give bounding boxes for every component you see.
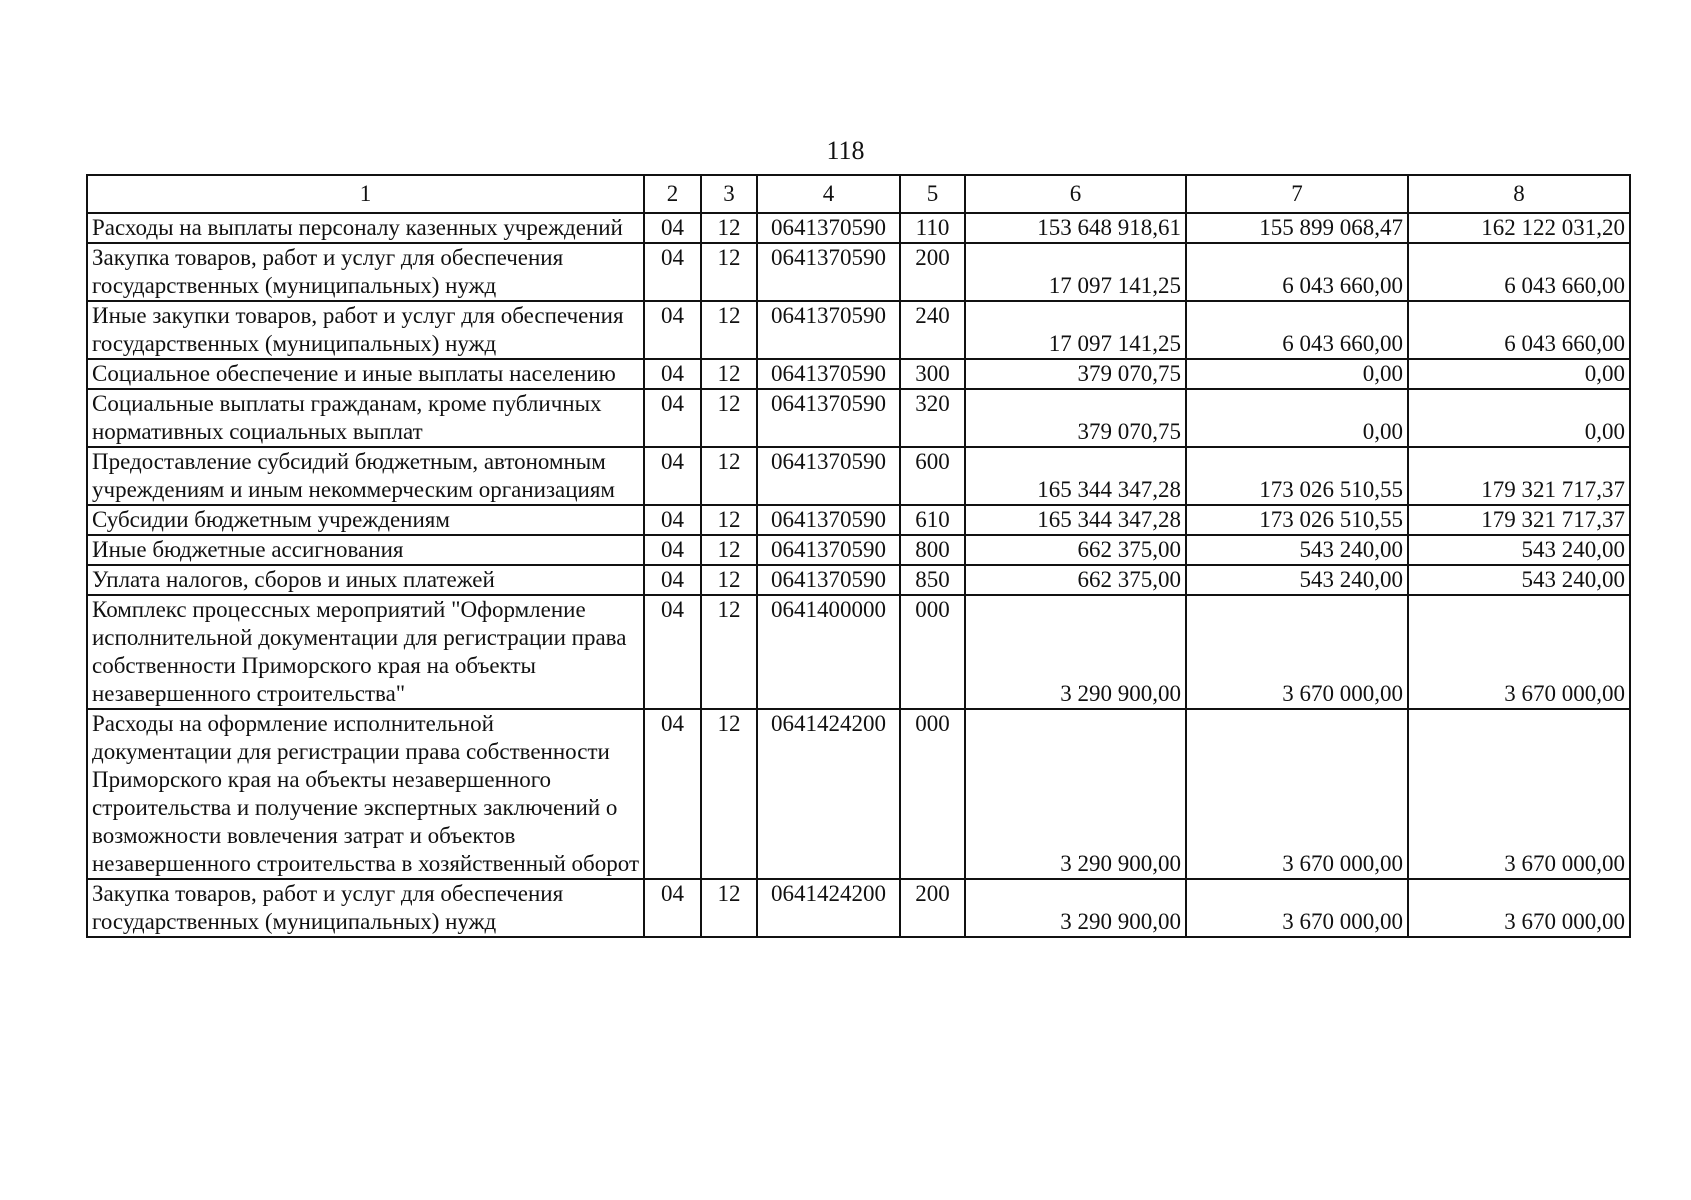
amount-col-8: 6 043 660,00 [1408, 243, 1630, 301]
row-name: Комплекс процессных мероприятий "Оформление исполнительной документации для регистрации права собственности Приморского края на объекты незавершенного строительства" [87, 595, 644, 709]
row-name: Расходы на выплаты персоналу казенных учреждений [87, 213, 644, 243]
section-code: 04 [644, 535, 701, 565]
amount-col-7: 173 026 510,55 [1186, 447, 1408, 505]
table-row [87, 879, 1630, 937]
amount-col-7: 0,00 [1186, 389, 1408, 447]
amount-col-6: 662 375,00 [965, 565, 1186, 595]
section-code: 04 [644, 213, 701, 243]
header-cell: 7 [1186, 175, 1408, 213]
target-article-code: 0641370590 [757, 301, 900, 359]
budget-table [86, 174, 1631, 938]
subsection-code: 12 [701, 565, 757, 595]
header-cell: 6 [965, 175, 1186, 213]
amount-col-7: 173 026 510,55 [1186, 505, 1408, 535]
amount-col-7: 0,00 [1186, 359, 1408, 389]
header-cell: 1 [87, 175, 644, 213]
amount-col-7: 6 043 660,00 [1186, 243, 1408, 301]
amount-col-8: 6 043 660,00 [1408, 301, 1630, 359]
amount-col-8: 162 122 031,20 [1408, 213, 1630, 243]
table-row [87, 389, 1630, 447]
amount-col-8: 0,00 [1408, 359, 1630, 389]
amount-col-8: 179 321 717,37 [1408, 505, 1630, 535]
row-name: Закупка товаров, работ и услуг для обеспечения государственных (муниципальных) нужд [87, 879, 644, 937]
expense-type-code: 240 [900, 301, 965, 359]
expense-type-code: 600 [900, 447, 965, 505]
expense-type-code: 200 [900, 879, 965, 937]
page-number: 118 [826, 136, 865, 165]
row-name: Закупка товаров, работ и услуг для обеспечения государственных (муниципальных) нужд [87, 243, 644, 301]
row-name: Социальные выплаты гражданам, кроме публичных нормативных социальных выплат [87, 389, 644, 447]
table-row [87, 213, 1630, 243]
table-row [87, 535, 1630, 565]
target-article-code: 0641370590 [757, 243, 900, 301]
amount-col-6: 165 344 347,28 [965, 447, 1186, 505]
target-article-code: 0641370590 [757, 213, 900, 243]
amount-col-8: 3 670 000,00 [1408, 595, 1630, 709]
expense-type-code: 610 [900, 505, 965, 535]
subsection-code: 12 [701, 505, 757, 535]
table-row [87, 301, 1630, 359]
amount-col-7: 3 670 000,00 [1186, 709, 1408, 879]
amount-col-7: 543 240,00 [1186, 565, 1408, 595]
amount-col-7: 3 670 000,00 [1186, 879, 1408, 937]
amount-col-6: 17 097 141,25 [965, 301, 1186, 359]
section-code: 04 [644, 595, 701, 709]
subsection-code: 12 [701, 243, 757, 301]
amount-col-7: 155 899 068,47 [1186, 213, 1408, 243]
amount-col-6: 3 290 900,00 [965, 709, 1186, 879]
row-name: Социальное обеспечение и иные выплаты населению [87, 359, 644, 389]
amount-col-8: 3 670 000,00 [1408, 879, 1630, 937]
subsection-code: 12 [701, 535, 757, 565]
header-cell: 5 [900, 175, 965, 213]
header-cell: 3 [701, 175, 757, 213]
row-name: Иные закупки товаров, работ и услуг для обеспечения государственных (муниципальных) нужд [87, 301, 644, 359]
header-cell: 4 [757, 175, 900, 213]
expense-type-code: 110 [900, 213, 965, 243]
amount-col-6: 379 070,75 [965, 389, 1186, 447]
row-name: Уплата налогов, сборов и иных платежей [87, 565, 644, 595]
table-row [87, 243, 1630, 301]
row-name: Иные бюджетные ассигнования [87, 535, 644, 565]
header-cell: 2 [644, 175, 701, 213]
expense-type-code: 800 [900, 535, 965, 565]
table-row [87, 447, 1630, 505]
target-article-code: 0641370590 [757, 565, 900, 595]
amount-col-8: 543 240,00 [1408, 535, 1630, 565]
amount-col-7: 6 043 660,00 [1186, 301, 1408, 359]
amount-col-6: 662 375,00 [965, 535, 1186, 565]
target-article-code: 0641370590 [757, 505, 900, 535]
target-article-code: 0641424200 [757, 879, 900, 937]
subsection-code: 12 [701, 213, 757, 243]
amount-col-6: 3 290 900,00 [965, 595, 1186, 709]
target-article-code: 0641370590 [757, 359, 900, 389]
row-name: Субсидии бюджетным учреждениям [87, 505, 644, 535]
target-article-code: 0641424200 [757, 709, 900, 879]
row-name: Расходы на оформление исполнительной документации для регистрации права собственности Приморского края на объекты незавершенного строительства и получение экспертных заключений о возможности вовлечения затрат и объектов незавершенного строительства в хозяйственный оборот [87, 709, 644, 879]
subsection-code: 12 [701, 359, 757, 389]
table-row [87, 505, 1630, 535]
expense-type-code: 000 [900, 595, 965, 709]
row-name: Предоставление субсидий бюджетным, автономным учреждениям и иным некоммерческим организациям [87, 447, 644, 505]
expense-type-code: 300 [900, 359, 965, 389]
section-code: 04 [644, 565, 701, 595]
section-code: 04 [644, 243, 701, 301]
expense-type-code: 200 [900, 243, 965, 301]
section-code: 04 [644, 447, 701, 505]
target-article-code: 0641370590 [757, 389, 900, 447]
table-row [87, 709, 1630, 879]
amount-col-8: 543 240,00 [1408, 565, 1630, 595]
target-article-code: 0641370590 [757, 447, 900, 505]
subsection-code: 12 [701, 301, 757, 359]
section-code: 04 [644, 389, 701, 447]
section-code: 04 [644, 359, 701, 389]
subsection-code: 12 [701, 879, 757, 937]
amount-col-6: 3 290 900,00 [965, 879, 1186, 937]
expense-type-code: 850 [900, 565, 965, 595]
table-row [87, 565, 1630, 595]
expense-type-code: 000 [900, 709, 965, 879]
section-code: 04 [644, 879, 701, 937]
subsection-code: 12 [701, 595, 757, 709]
table-row [87, 359, 1630, 389]
subsection-code: 12 [701, 709, 757, 879]
amount-col-6: 153 648 918,61 [965, 213, 1186, 243]
section-code: 04 [644, 505, 701, 535]
amount-col-8: 3 670 000,00 [1408, 709, 1630, 879]
amount-col-6: 165 344 347,28 [965, 505, 1186, 535]
header-cell: 8 [1408, 175, 1630, 213]
amount-col-8: 0,00 [1408, 389, 1630, 447]
amount-col-7: 543 240,00 [1186, 535, 1408, 565]
subsection-code: 12 [701, 389, 757, 447]
amount-col-6: 379 070,75 [965, 359, 1186, 389]
amount-col-6: 17 097 141,25 [965, 243, 1186, 301]
target-article-code: 0641400000 [757, 595, 900, 709]
expense-type-code: 320 [900, 389, 965, 447]
section-code: 04 [644, 301, 701, 359]
amount-col-7: 3 670 000,00 [1186, 595, 1408, 709]
table-row [87, 595, 1630, 709]
subsection-code: 12 [701, 447, 757, 505]
amount-col-8: 179 321 717,37 [1408, 447, 1630, 505]
target-article-code: 0641370590 [757, 535, 900, 565]
section-code: 04 [644, 709, 701, 879]
header-row [87, 175, 1630, 213]
